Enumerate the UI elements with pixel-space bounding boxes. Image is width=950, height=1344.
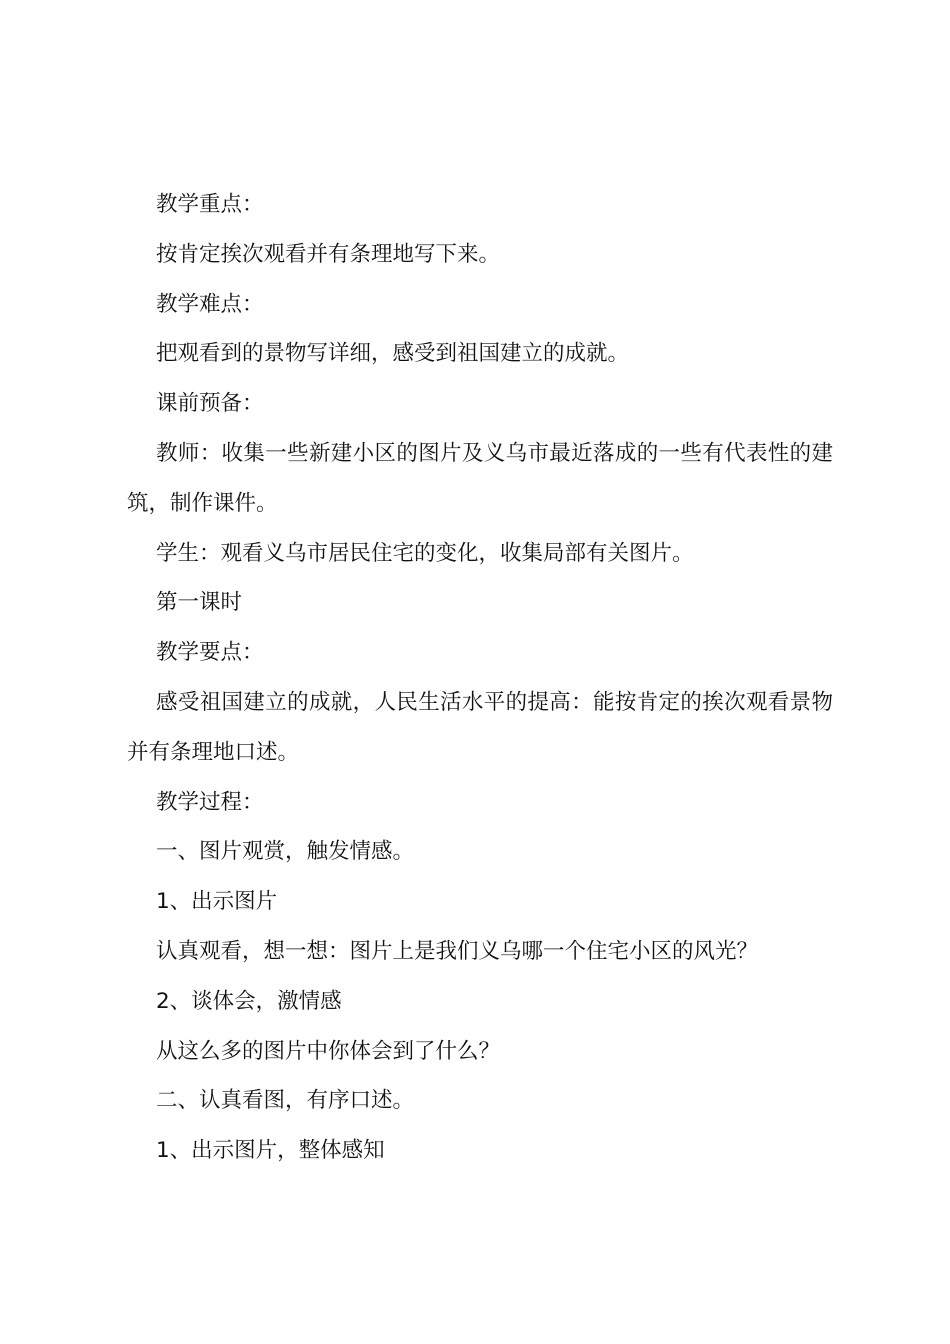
paragraph-discuss-question: 从这么多的图片中你体会到了什么？: [156, 1038, 501, 1064]
step-one-show-pictures: 1、出示图片: [156, 889, 278, 915]
paragraph-student-preparation: 学生：观看义乌市居民住宅的变化，收集局部有关图片。: [156, 540, 694, 566]
heading-teaching-points: 教学要点：: [156, 640, 264, 666]
paragraph-teacher-preparation: 教师：收集一些新建小区的图片及义乌市最近落成的一些有代表性的建筑，制作课件。: [127, 440, 833, 516]
step-one-overall-perception: 1、出示图片，整体感知: [156, 1138, 385, 1164]
paragraph-teaching-points: 感受祖国建立的成就，人民生活水平的提高：能按肯定的挨次观看景物并有条理地口述。: [127, 689, 833, 765]
step-two-discuss: 2、谈体会，激情感: [156, 988, 342, 1014]
section-one-title: 一、图片观赏，触发情感。: [156, 839, 415, 865]
heading-teaching-process: 教学过程：: [156, 789, 264, 815]
paragraph-teaching-focus: 按肯定挨次观看并有条理地写下来。: [156, 241, 501, 267]
section-two-title: 二、认真看图，有序口述。: [156, 1088, 415, 1114]
document-body: [127, 180, 833, 1176]
heading-preparation: 课前预备：: [156, 391, 264, 417]
heading-first-lesson: 第一课时: [156, 590, 243, 616]
heading-teaching-difficulty: 教学难点：: [156, 291, 264, 317]
paragraph-teaching-difficulty: 把观看到的景物写详细，感受到祖国建立的成就。: [156, 341, 630, 367]
heading-teaching-focus: 教学重点：: [156, 192, 264, 217]
paragraph-observe-question: 认真观看，想一想：图片上是我们义乌哪一个住宅小区的风光？: [156, 938, 759, 964]
